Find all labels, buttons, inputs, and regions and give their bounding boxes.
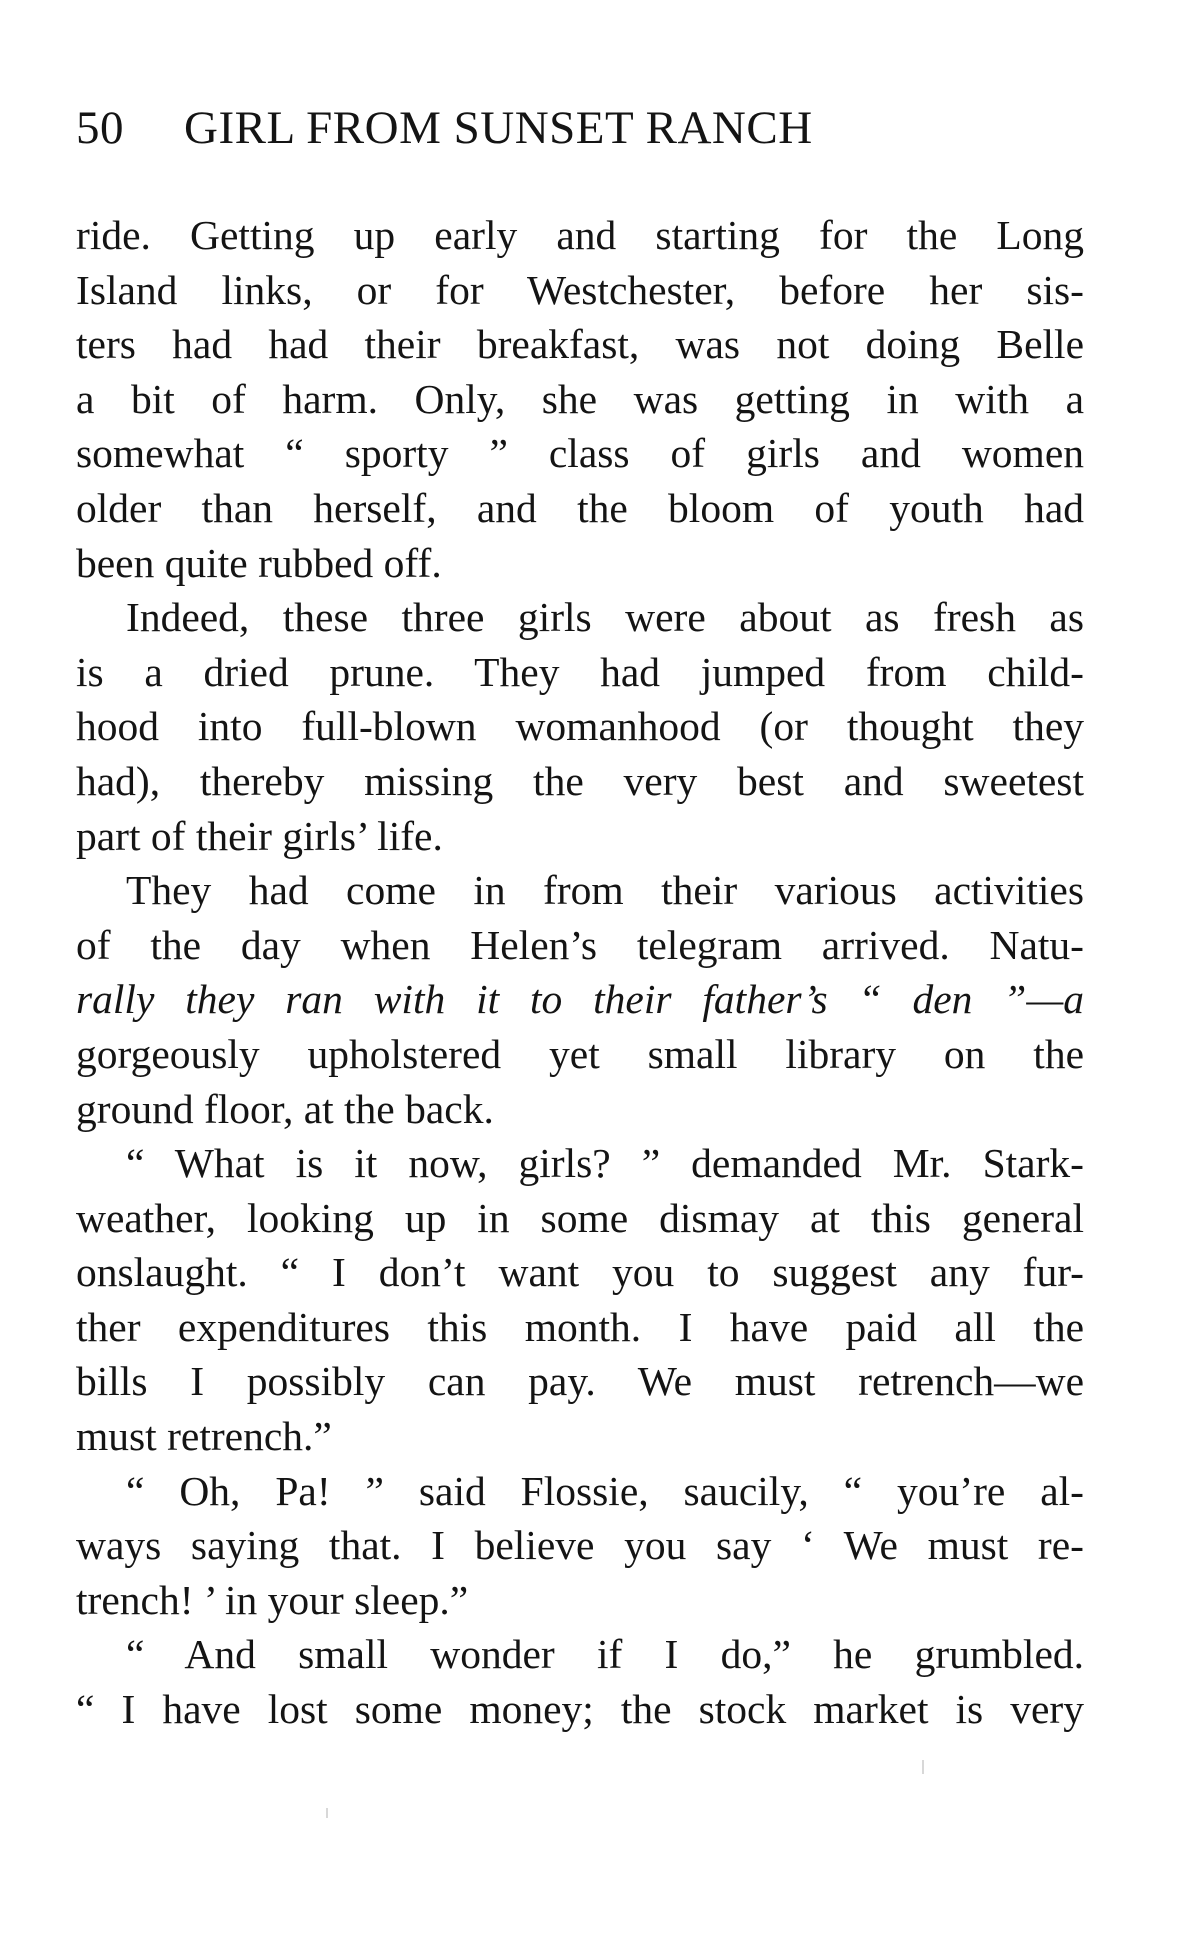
page-header bbox=[76, 98, 1076, 158]
text-line: somewhat “ sporty ” class of girls and women bbox=[76, 430, 1084, 477]
body-text bbox=[76, 208, 1084, 1737]
text-line: onslaught. “ I don’t want you to suggest any fur- bbox=[76, 1249, 1084, 1296]
scan-speck bbox=[326, 1808, 328, 1818]
text-line: had), thereby missing the very best and sweetest bbox=[76, 757, 1084, 804]
text-line: weather, looking up in some dismay at this general bbox=[76, 1194, 1084, 1241]
text-line: ride. Getting up early and starting for the Long bbox=[76, 212, 1084, 258]
text-line: of the day when Helen’s telegram arrived. Natu- bbox=[76, 921, 1084, 968]
text-line: ways saying that. I believe you say ‘ We must re- bbox=[76, 1522, 1084, 1569]
text-line: “ I have lost some money; the stock market is very bbox=[76, 1686, 1084, 1733]
text-line: bills I possibly can pay. We must retrench—we bbox=[76, 1358, 1084, 1405]
text-line: trench! ’ in your sleep.” bbox=[76, 1576, 469, 1623]
text-line: “ What is it now, girls? ” demanded Mr. Stark- bbox=[126, 1140, 1084, 1187]
text-line: ther expenditures this month. I have paid all the bbox=[76, 1303, 1084, 1350]
text-line: gorgeously upholstered yet small library on the bbox=[76, 1030, 1084, 1077]
text-line: “ And small wonder if I do,” he grumbled. bbox=[126, 1631, 1084, 1678]
text-line: been quite rubbed off. bbox=[76, 539, 442, 586]
text-line: a bit of harm. Only, she was getting in with a bbox=[76, 375, 1084, 422]
text-line: ground floor, at the back. bbox=[76, 1085, 494, 1132]
text-line: Indeed, these three girls were about as fresh as bbox=[126, 594, 1084, 641]
text-line: “ Oh, Pa! ” said Flossie, saucily, “ you’re al- bbox=[126, 1467, 1084, 1514]
text-line: part of their girls’ life. bbox=[76, 812, 443, 859]
text-line: ters had had their breakfast, was not doing Belle bbox=[76, 321, 1084, 368]
text-line: is a dried prune. They had jumped from child- bbox=[76, 648, 1084, 695]
scan-speck bbox=[922, 1760, 924, 1774]
text-line: older than herself, and the bloom of youth had bbox=[76, 484, 1084, 531]
text-line: Island links, or for Westchester, before her sis- bbox=[76, 266, 1084, 313]
running-title: GIRL FROM SUNSET RANCH bbox=[184, 102, 813, 154]
text-line: They had come in from their various activities bbox=[126, 867, 1084, 914]
text-line: rally they ran with it to their father’s “ den ”—a bbox=[76, 976, 1084, 1023]
text-line: hood into full-blown womanhood (or thought they bbox=[76, 703, 1084, 750]
text-line: must retrench.” bbox=[76, 1413, 332, 1460]
page-number: 50 bbox=[76, 102, 124, 154]
